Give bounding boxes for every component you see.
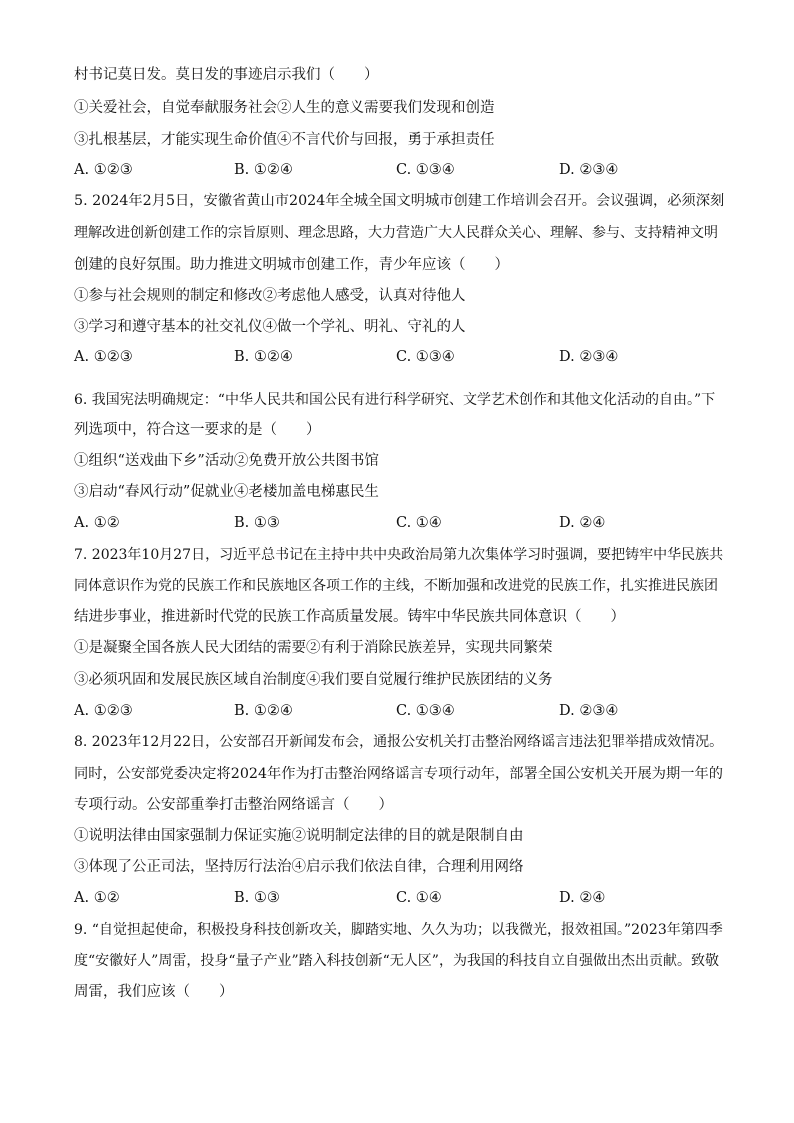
q5-item-1: ①参与社会规则的制定和修改②考虑他人感受，认真对待他人 — [74, 288, 466, 304]
q4-option-c[interactable]: C. ①③④ — [396, 162, 455, 178]
q7-stem-line-2: 同体意识作为党的民族工作和民族地区各项工作的主线，不断加强和改进党的民族工作，扎实推进民族团 — [74, 578, 718, 594]
q4-option-d[interactable]: D. ②③④ — [559, 162, 619, 178]
q6-stem-line-2: 列选项中，符合这一要求的是（ ） — [74, 422, 321, 438]
q5-stem-line-3: 创建的良好氛围。助力推进文明城市创建工作，青少年应该（ ） — [74, 257, 509, 273]
q8-option-c[interactable]: C. ①④ — [396, 890, 442, 906]
q9-stem-line-3: 周雷，我们应该（ ） — [74, 984, 234, 1000]
q7-option-d[interactable]: D. ②③④ — [559, 703, 619, 719]
q6-option-b[interactable]: B. ①③ — [234, 515, 280, 531]
q7-option-c[interactable]: C. ①③④ — [396, 703, 455, 719]
q4-item-2: ③扎根基层，才能实现生命价值④不言代价与回报，勇于承担责任 — [74, 132, 495, 148]
q7-item-1: ①是凝聚全国各族人民大团结的需要②有利于消除民族差异，实现共同繁荣 — [74, 640, 553, 656]
q7-stem-line-1: 7. 2023年10月27日，习近平总书记在主持中共中央政治局第九次集体学习时强调，要把铸牢中华民族共 — [74, 547, 724, 563]
q6-option-d[interactable]: D. ②④ — [559, 515, 606, 531]
q8-option-a[interactable]: A. ①② — [74, 890, 120, 906]
q6-stem-line-1: 6. 我国宪法明确规定：“中华人民共和国公民有进行科学研究、文学艺术创作和其他文化活动的自由。”下 — [74, 392, 716, 408]
q6-options — [74, 513, 720, 533]
q8-item-2: ③体现了公正司法，坚持厉行法治④启示我们依法自律，合理利用网络 — [74, 859, 524, 875]
q4-options — [74, 160, 720, 180]
q8-option-d[interactable]: D. ②④ — [559, 890, 606, 906]
q4-option-b[interactable]: B. ①②④ — [234, 162, 293, 178]
q8-options — [74, 888, 720, 908]
q4-item-1: ①关爱社会，自觉奉献服务社会②人生的意义需要我们发现和创造 — [74, 100, 495, 116]
q6-option-a[interactable]: A. ①② — [74, 515, 120, 531]
q8-stem-line-1: 8. 2023年12月22日，公安部召开新闻发布会，通报公安机关打击整治网络谣言违法犯罪举措成效情况。 — [74, 734, 724, 750]
q9-stem-line-1: 9. “自觉担起使命，积极投身科技创新攻关，脚踏实地、久久为功；以我微光，报效祖国。”2023年第四季 — [74, 922, 723, 938]
q4-stem: 村书记莫日发。莫日发的事迹启示我们（ ） — [74, 67, 379, 83]
q6-item-2: ③启动“春风行动”促就业④老楼加盖电梯惠民生 — [74, 484, 379, 500]
q7-option-b[interactable]: B. ①②④ — [234, 703, 293, 719]
q6-item-1: ①组织“送戏曲下乡”活动②免费开放公共图书馆 — [74, 453, 379, 469]
q7-options — [74, 701, 720, 721]
q5-option-d[interactable]: D. ②③④ — [559, 349, 619, 365]
q8-stem-line-2: 同时，公安部党委决定将2024年作为打击整治网络谣言专项行动年，部署全国公安机关开展为期一年的 — [74, 766, 724, 782]
q8-item-1: ①说明法律由国家强制力保证实施②说明制定法律的目的就是限制自由 — [74, 828, 524, 844]
q5-item-2: ③学习和遵守基本的社交礼仪④做一个学礼、明礼、守礼的人 — [74, 319, 466, 335]
q5-options — [74, 347, 720, 367]
q5-option-a[interactable]: A. ①②③ — [74, 349, 133, 365]
q6-option-c[interactable]: C. ①④ — [396, 515, 442, 531]
q7-stem-line-3: 结进步事业，推进新时代党的民族工作高质量发展。铸牢中华民族共同体意识（ ） — [74, 609, 625, 625]
q5-option-c[interactable]: C. ①③④ — [396, 349, 455, 365]
q4-option-a[interactable]: A. ①②③ — [74, 162, 133, 178]
q7-item-2: ③必须巩固和发展民族区域自治制度④我们要自觉履行维护民族团结的义务 — [74, 672, 553, 688]
q5-stem-line-1: 5. 2024年2月5日，安徽省黄山市2024年全城全国文明城市创建工作培训会召开。会议强调，必须深刻 — [74, 193, 725, 209]
q8-stem-line-3: 专项行动。公安部重拳打击整治网络谣言（ ） — [74, 797, 393, 813]
q7-option-a[interactable]: A. ①②③ — [74, 703, 133, 719]
q8-option-b[interactable]: B. ①③ — [234, 890, 280, 906]
q5-stem-line-2: 理解改进创新创建工作的宗旨原则、理念思路，大力营造广大人民群众关心、理解、参与、支持精神文明 — [74, 225, 718, 241]
q5-option-b[interactable]: B. ①②④ — [234, 349, 293, 365]
q9-stem-line-2: 度“安徽好人”周雷，投身“量子产业”踏入科技创新“无人区”，为我国的科技自立自强做出杰出贡献。致敬 — [74, 953, 719, 969]
